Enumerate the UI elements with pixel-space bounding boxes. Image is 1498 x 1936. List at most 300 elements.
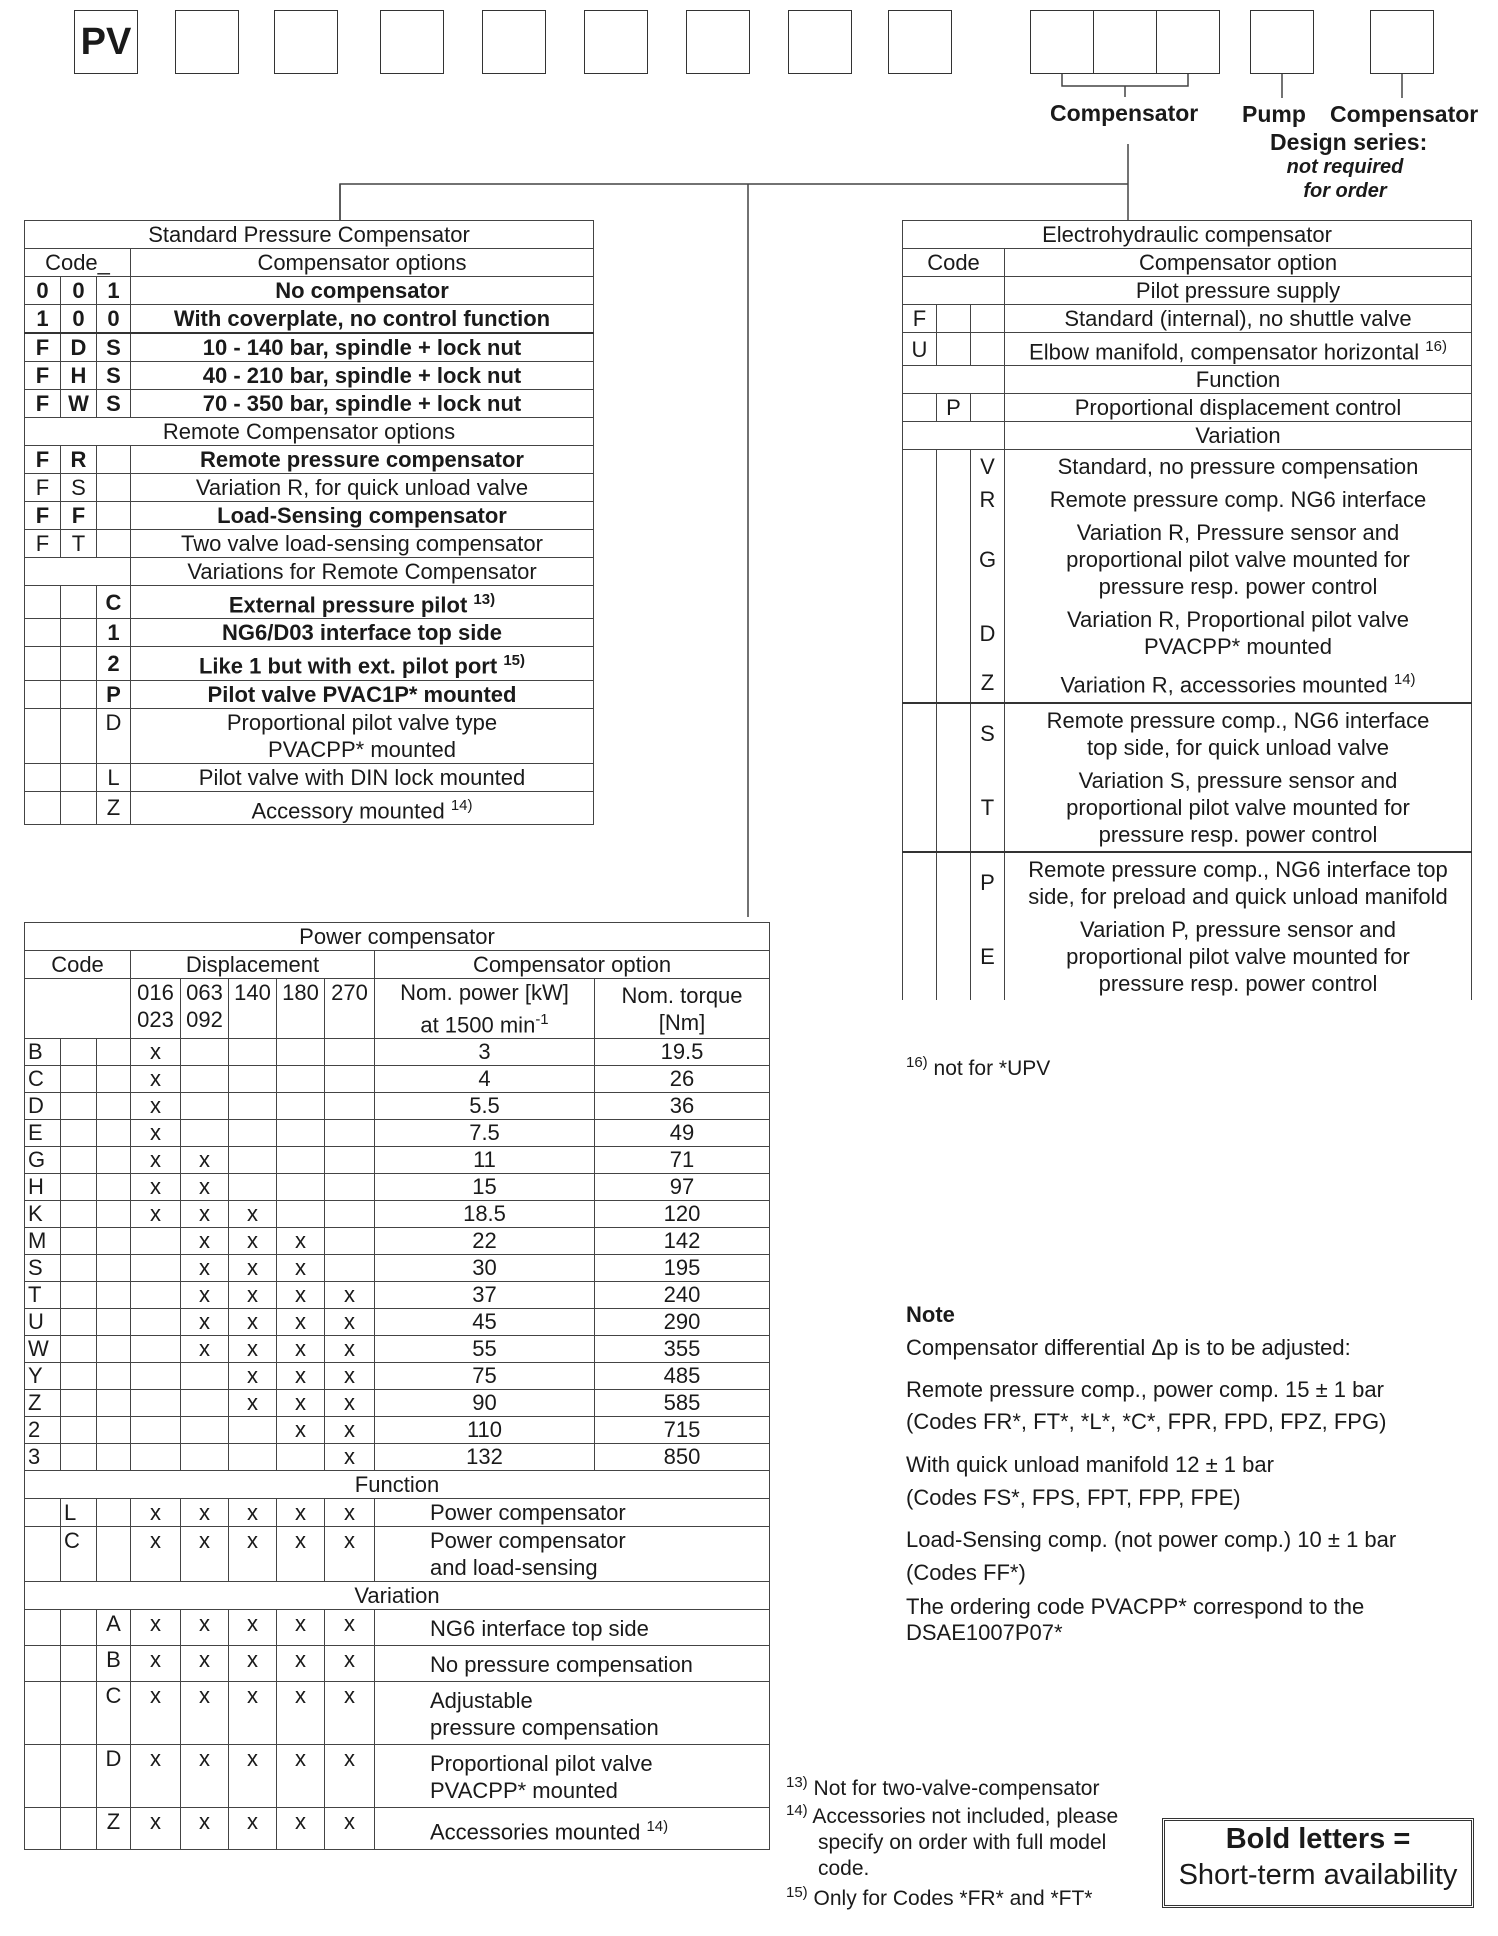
option-text: Variation R, Pressure sensor and [1076, 520, 1400, 546]
mark-cell: x [325, 1363, 375, 1390]
footnote-mark: 15) [786, 1884, 808, 1901]
empty-cell [61, 1682, 97, 1745]
mark-cell [229, 1093, 277, 1120]
mark-cell [229, 1417, 277, 1444]
mark-cell: x [131, 1527, 181, 1582]
mark-cell: x [131, 1120, 181, 1147]
code-cell: D [97, 1745, 131, 1808]
electro-footnote [906, 1050, 1050, 1082]
variation-title: Variation [1005, 422, 1472, 450]
option-line [430, 1687, 766, 1714]
empty-cell [61, 1808, 97, 1849]
not-required-note: not required [1286, 156, 1404, 178]
empty-cell [61, 1646, 97, 1682]
table-row [25, 791, 594, 824]
power-header-line2 [378, 1006, 591, 1038]
option-text: Variation R, accessories mounted [1060, 672, 1388, 698]
power-header-sup: -1 [535, 1011, 549, 1028]
displacement-header: Displacement [131, 951, 375, 979]
code-cell: U [903, 333, 937, 366]
mark-cell: x [277, 1745, 325, 1808]
empty-cell [61, 1255, 97, 1282]
table-row [25, 1039, 770, 1066]
option-cell [1005, 764, 1472, 852]
code-cell: S [25, 1255, 61, 1282]
empty-cell [97, 1363, 131, 1390]
power-cell: 110 [375, 1417, 595, 1444]
option-line [430, 1714, 766, 1741]
displacement-col-header [277, 979, 325, 1039]
option-cell [1005, 603, 1472, 663]
option-cell [375, 1499, 770, 1527]
option-text: Power compensator [430, 1500, 626, 1526]
empty-cell [25, 1646, 61, 1682]
option-cell: NG6/D03 interface top side [131, 619, 594, 647]
mark-cell: x [229, 1363, 277, 1390]
footnote-text: Only for Codes *FR* and *FT* [813, 1887, 1093, 1910]
table-row [25, 1499, 770, 1527]
standard-compensator-table [24, 220, 594, 825]
note-line: The ordering code PVACPP* correspond to the [906, 1594, 1365, 1619]
code-cell: S [971, 703, 1005, 764]
mark-cell: x [131, 1808, 181, 1849]
empty-cell [937, 852, 971, 913]
option-text: Remote pressure comp., NG6 interface [1046, 707, 1430, 733]
option-text: side, for preload and quick unload manifold [1028, 883, 1448, 909]
empty-cell [903, 852, 937, 913]
code-cell: Z [25, 1390, 61, 1417]
table-row [903, 703, 1472, 764]
empty-cell [937, 603, 971, 663]
variation-title-row [25, 1582, 770, 1610]
note-title: Note [906, 1302, 955, 1327]
code-cell: H [25, 1174, 61, 1201]
table-row [25, 1390, 770, 1417]
option-text: PVACPP* mounted [1144, 634, 1332, 660]
mark-cell: x [131, 1646, 181, 1682]
option-cell: 70 - 350 bar, spindle + lock nut [131, 390, 594, 418]
mark-cell: x [325, 1390, 375, 1417]
option-text: Proportional pilot valve [430, 1751, 653, 1777]
mark-cell: x [181, 1682, 229, 1745]
compensator-label: Compensator [1050, 100, 1199, 126]
empty-cell [903, 663, 937, 702]
empty-cell [97, 1120, 131, 1147]
option-header: Compensator option [375, 951, 770, 979]
code-cell: D [61, 333, 97, 362]
empty-cell [61, 1228, 97, 1255]
displacement-col-header [181, 979, 229, 1039]
mark-cell: x [229, 1499, 277, 1527]
mark-cell [229, 1039, 277, 1066]
table-row [903, 450, 1472, 484]
torque-header-line2: [Nm] [658, 1009, 706, 1035]
table-row [25, 1201, 770, 1228]
option-text: Standard, no pressure compensation [1057, 454, 1419, 480]
mark-cell: x [277, 1610, 325, 1646]
mark-cell [325, 1201, 375, 1228]
mark-cell [131, 1390, 181, 1417]
displacement-value: 092 [186, 1007, 223, 1032]
pv-prefix: PV [80, 20, 132, 63]
code-cell: 2 [97, 647, 131, 680]
table-row [25, 1336, 770, 1363]
mark-cell: x [229, 1282, 277, 1309]
code-cell: E [971, 913, 1005, 1000]
mark-cell [181, 1120, 229, 1147]
code-cell: Z [97, 791, 131, 824]
mark-cell: x [277, 1417, 325, 1444]
power-cell: 22 [375, 1228, 595, 1255]
code-cell: F [903, 305, 937, 333]
availability-legend [1162, 1818, 1474, 1908]
table-row [25, 1682, 770, 1745]
mark-cell: x [325, 1282, 375, 1309]
mark-cell: x [229, 1309, 277, 1336]
empty-cell [25, 1499, 61, 1527]
mark-cell: x [229, 1255, 277, 1282]
code-cell: B [97, 1646, 131, 1682]
table-row [25, 647, 594, 680]
empty-cell [61, 1039, 97, 1066]
code-cell: 0 [61, 305, 97, 334]
header-row [25, 951, 770, 979]
displacement-col-header [229, 979, 277, 1039]
code-cell: Z [97, 1808, 131, 1849]
code-cell: C [97, 1682, 131, 1745]
mark-cell: x [131, 1039, 181, 1066]
mark-cell [181, 1390, 229, 1417]
code-cell: F [25, 474, 61, 502]
footnote-text: not for *UPV [933, 1057, 1051, 1080]
empty-cell [97, 1417, 131, 1444]
option-cell [1005, 483, 1472, 516]
remote-title: Remote Compensator options [25, 418, 594, 446]
mark-cell [229, 1444, 277, 1471]
code-header: Code_ [25, 249, 131, 277]
empty-cell [97, 1444, 131, 1471]
empty-cell [61, 1174, 97, 1201]
option-line [1008, 666, 1468, 698]
mark-cell: x [131, 1174, 181, 1201]
mark-cell [277, 1039, 325, 1066]
option-cell [1005, 516, 1472, 603]
table-row [25, 708, 594, 763]
mark-cell: x [229, 1808, 277, 1849]
option-line [430, 1651, 766, 1678]
mark-cell [229, 1174, 277, 1201]
displacement-value: 016 [137, 980, 174, 1005]
empty-cell [903, 483, 937, 516]
code-cell: F [25, 446, 61, 474]
empty-cell [97, 1147, 131, 1174]
option-text: proportional pilot valve mounted for [1066, 943, 1410, 969]
empty-cell [97, 1228, 131, 1255]
pilot-supply-title: Pilot pressure supply [1005, 277, 1472, 305]
option-text: PVACPP* mounted [268, 736, 456, 762]
code-cell: T [25, 1282, 61, 1309]
table-row [25, 1363, 770, 1390]
mark-cell: x [181, 1282, 229, 1309]
table-row [903, 764, 1472, 852]
mark-cell [277, 1093, 325, 1120]
note-line: Load-Sensing comp. (not power comp.) 10 ± 1 bar [906, 1527, 1397, 1552]
torque-cell: 142 [595, 1228, 770, 1255]
table-row [903, 483, 1472, 516]
electro-variation-rows [903, 450, 1472, 1000]
table-title: Electrohydraulic compensator [903, 221, 1472, 249]
note-line: With quick unload manifold 12 ± 1 bar [906, 1452, 1274, 1477]
footnote-ref: 14) [1393, 671, 1416, 689]
empty-cell [61, 1610, 97, 1646]
mark-cell: x [131, 1745, 181, 1808]
empty-cell [97, 1039, 131, 1066]
table-row [903, 852, 1472, 913]
table-row [25, 586, 594, 619]
option-text: Variation P, pressure sensor and [1080, 916, 1396, 942]
empty-cell [937, 516, 971, 603]
option-header: Compensator option [1005, 249, 1472, 277]
displacement-value: 140 [234, 980, 271, 1005]
code-cell: K [25, 1201, 61, 1228]
empty-cell [61, 1093, 97, 1120]
footnote-text: code. [818, 1857, 870, 1880]
option-cell: Variation R, for quick unload valve [131, 474, 594, 502]
option-cell [1005, 663, 1472, 702]
table-row [25, 502, 594, 530]
mark-cell: x [277, 1228, 325, 1255]
code-cell: R [971, 483, 1005, 516]
code-cell: F [25, 530, 61, 558]
variations-title: Variations for Remote Compensator [131, 558, 594, 586]
code-cell: C [61, 1527, 97, 1582]
compensator2-label: Compensator [1330, 101, 1479, 127]
note-line: (Codes FR*, FT*, *L*, *C*, FPR, FPD, FPZ, FPG) [906, 1409, 1387, 1434]
mark-cell: x [181, 1646, 229, 1682]
code-cell: S [97, 390, 131, 418]
mark-cell [229, 1147, 277, 1174]
option-cell [375, 1646, 770, 1682]
mark-cell [277, 1444, 325, 1471]
displacement-value: 180 [282, 980, 319, 1005]
displacement-col-header [131, 979, 181, 1039]
empty-cell [97, 1174, 131, 1201]
empty-cell [903, 603, 937, 663]
power-cell: 30 [375, 1255, 595, 1282]
torque-cell: 49 [595, 1120, 770, 1147]
option-cell [375, 1527, 770, 1582]
table-row [25, 1745, 770, 1808]
empty-cell [61, 1066, 97, 1093]
empty-cell [61, 1120, 97, 1147]
mark-cell: x [181, 1527, 229, 1582]
displacement-col-header [325, 979, 375, 1039]
empty-cell [61, 1201, 97, 1228]
option-text: Adjustable [430, 1688, 533, 1714]
for-order-note: for order [1303, 180, 1387, 202]
table-row [25, 763, 594, 791]
footnote-ref: 13) [473, 591, 496, 608]
code-cell: 1 [97, 277, 131, 305]
availability-line1: Bold letters = [1225, 1823, 1411, 1855]
empty-cell [25, 979, 131, 1039]
table-row [903, 913, 1472, 1000]
torque-cell: 355 [595, 1336, 770, 1363]
code-cell: Y [25, 1363, 61, 1390]
power-cell: 90 [375, 1390, 595, 1417]
code-cell: M [25, 1228, 61, 1255]
code-cell: F [25, 390, 61, 418]
footnote-ref: 15) [503, 652, 526, 670]
table-title-row [25, 923, 770, 951]
code-cell: H [61, 362, 97, 390]
torque-header-line: Nom. torque [621, 982, 743, 1008]
mark-cell: x [277, 1646, 325, 1682]
code-cell: T [971, 764, 1005, 852]
code-cell: C [25, 1066, 61, 1093]
table-row [25, 1610, 770, 1646]
mark-cell: x [277, 1363, 325, 1390]
option-cell: Pilot valve with DIN lock mounted [131, 763, 594, 791]
empty-cell [903, 450, 937, 484]
mark-cell [181, 1444, 229, 1471]
mark-cell: x [277, 1282, 325, 1309]
mark-cell: x [325, 1499, 375, 1527]
empty-cell [97, 1527, 131, 1582]
code-cell: A [97, 1610, 131, 1646]
empty-cell [61, 1309, 97, 1336]
option-line [430, 1615, 766, 1642]
mark-cell: x [277, 1309, 325, 1336]
table-row [25, 1808, 770, 1849]
mark-cell: x [325, 1610, 375, 1646]
option-text: Like 1 but with ext. pilot port [198, 653, 498, 679]
empty-cell [903, 913, 937, 1000]
mark-cell: x [229, 1527, 277, 1582]
table-row [25, 474, 594, 502]
displacement-value: 023 [137, 1007, 174, 1032]
table-title: Standard Pressure Compensator [25, 221, 594, 249]
empty-cell [61, 1363, 97, 1390]
table-row [25, 333, 594, 362]
mark-cell: x [277, 1336, 325, 1363]
torque-cell: 485 [595, 1363, 770, 1390]
mark-cell: x [229, 1228, 277, 1255]
empty-cell [61, 1444, 97, 1471]
power-cell: 75 [375, 1363, 595, 1390]
mark-cell [131, 1417, 181, 1444]
table-row [25, 362, 594, 390]
code-cell: L [61, 1499, 97, 1527]
table-row [25, 305, 594, 334]
empty-cell [937, 764, 971, 852]
option-cell: 10 - 140 bar, spindle + lock nut [131, 333, 594, 362]
table-row [25, 680, 594, 708]
torque-cell: 290 [595, 1309, 770, 1336]
empty-cell [61, 1147, 97, 1174]
option-cell: Load-Sensing compensator [131, 502, 594, 530]
mark-cell [131, 1444, 181, 1471]
options-header: Compensator options [131, 249, 594, 277]
mark-cell [325, 1039, 375, 1066]
code-cell: P [937, 394, 971, 422]
option-cell [1005, 852, 1472, 913]
code-cell: Z [971, 663, 1005, 702]
mark-cell [277, 1201, 325, 1228]
mark-cell: x [277, 1255, 325, 1282]
mark-cell [325, 1174, 375, 1201]
torque-cell: 36 [595, 1093, 770, 1120]
footnote-text: Accessories not included, please [812, 1805, 1119, 1828]
option-text: Remote pressure comp. NG6 interface [1049, 487, 1427, 513]
mark-cell: x [131, 1682, 181, 1745]
empty-cell [937, 483, 971, 516]
power-cell: 5.5 [375, 1093, 595, 1120]
footnote-text: specify on order with full model [818, 1831, 1107, 1854]
mark-cell [181, 1417, 229, 1444]
option-text: PVACPP* mounted [430, 1778, 618, 1804]
option-cell: Two valve load-sensing compensator [131, 530, 594, 558]
mark-cell [325, 1093, 375, 1120]
empty-cell [61, 1417, 97, 1444]
power-cell: 7.5 [375, 1120, 595, 1147]
code-cell: S [97, 362, 131, 390]
code-cell: V [971, 450, 1005, 484]
table-row [903, 305, 1472, 333]
table-row [25, 1309, 770, 1336]
option-text: Accessory mounted [251, 797, 445, 823]
option-cell: No compensator [131, 277, 594, 305]
design-series-label: Design series: [1270, 129, 1428, 155]
code-cell: F [25, 362, 61, 390]
empty-cell [61, 1336, 97, 1363]
torque-cell: 585 [595, 1390, 770, 1417]
option-text: pressure resp. power control [1098, 970, 1378, 996]
empty-cell [97, 1255, 131, 1282]
option-text: Elbow manifold, compensator horizontal [1029, 339, 1420, 365]
code-cell: S [97, 333, 131, 362]
empty-cell [903, 764, 937, 852]
mark-cell: x [277, 1682, 325, 1745]
torque-cell: 240 [595, 1282, 770, 1309]
mark-cell: x [181, 1255, 229, 1282]
availability-line2: Short-term availability [1178, 1859, 1458, 1891]
table-row [25, 1093, 770, 1120]
mark-cell [229, 1120, 277, 1147]
option-text: Remote pressure comp., NG6 interface top [1028, 856, 1448, 882]
mark-cell [277, 1120, 325, 1147]
table-row [25, 1066, 770, 1093]
footnote-15 [786, 1880, 1092, 1912]
empty-cell [937, 913, 971, 1000]
code-cell: F [25, 502, 61, 530]
mark-cell: x [131, 1093, 181, 1120]
displacement-value: 270 [331, 980, 368, 1005]
mark-cell: x [229, 1390, 277, 1417]
option-line [430, 1750, 766, 1777]
empty-cell [97, 1309, 131, 1336]
mark-cell [325, 1066, 375, 1093]
code-cell: F [61, 502, 97, 530]
mark-cell: x [325, 1682, 375, 1745]
note-line: Compensator differential Δp is to be adjusted: [906, 1335, 1351, 1360]
mark-cell: x [181, 1745, 229, 1808]
mark-cell [325, 1228, 375, 1255]
mark-cell: x [277, 1808, 325, 1849]
table-row [25, 1646, 770, 1682]
empty-cell [97, 1066, 131, 1093]
mark-cell [181, 1039, 229, 1066]
